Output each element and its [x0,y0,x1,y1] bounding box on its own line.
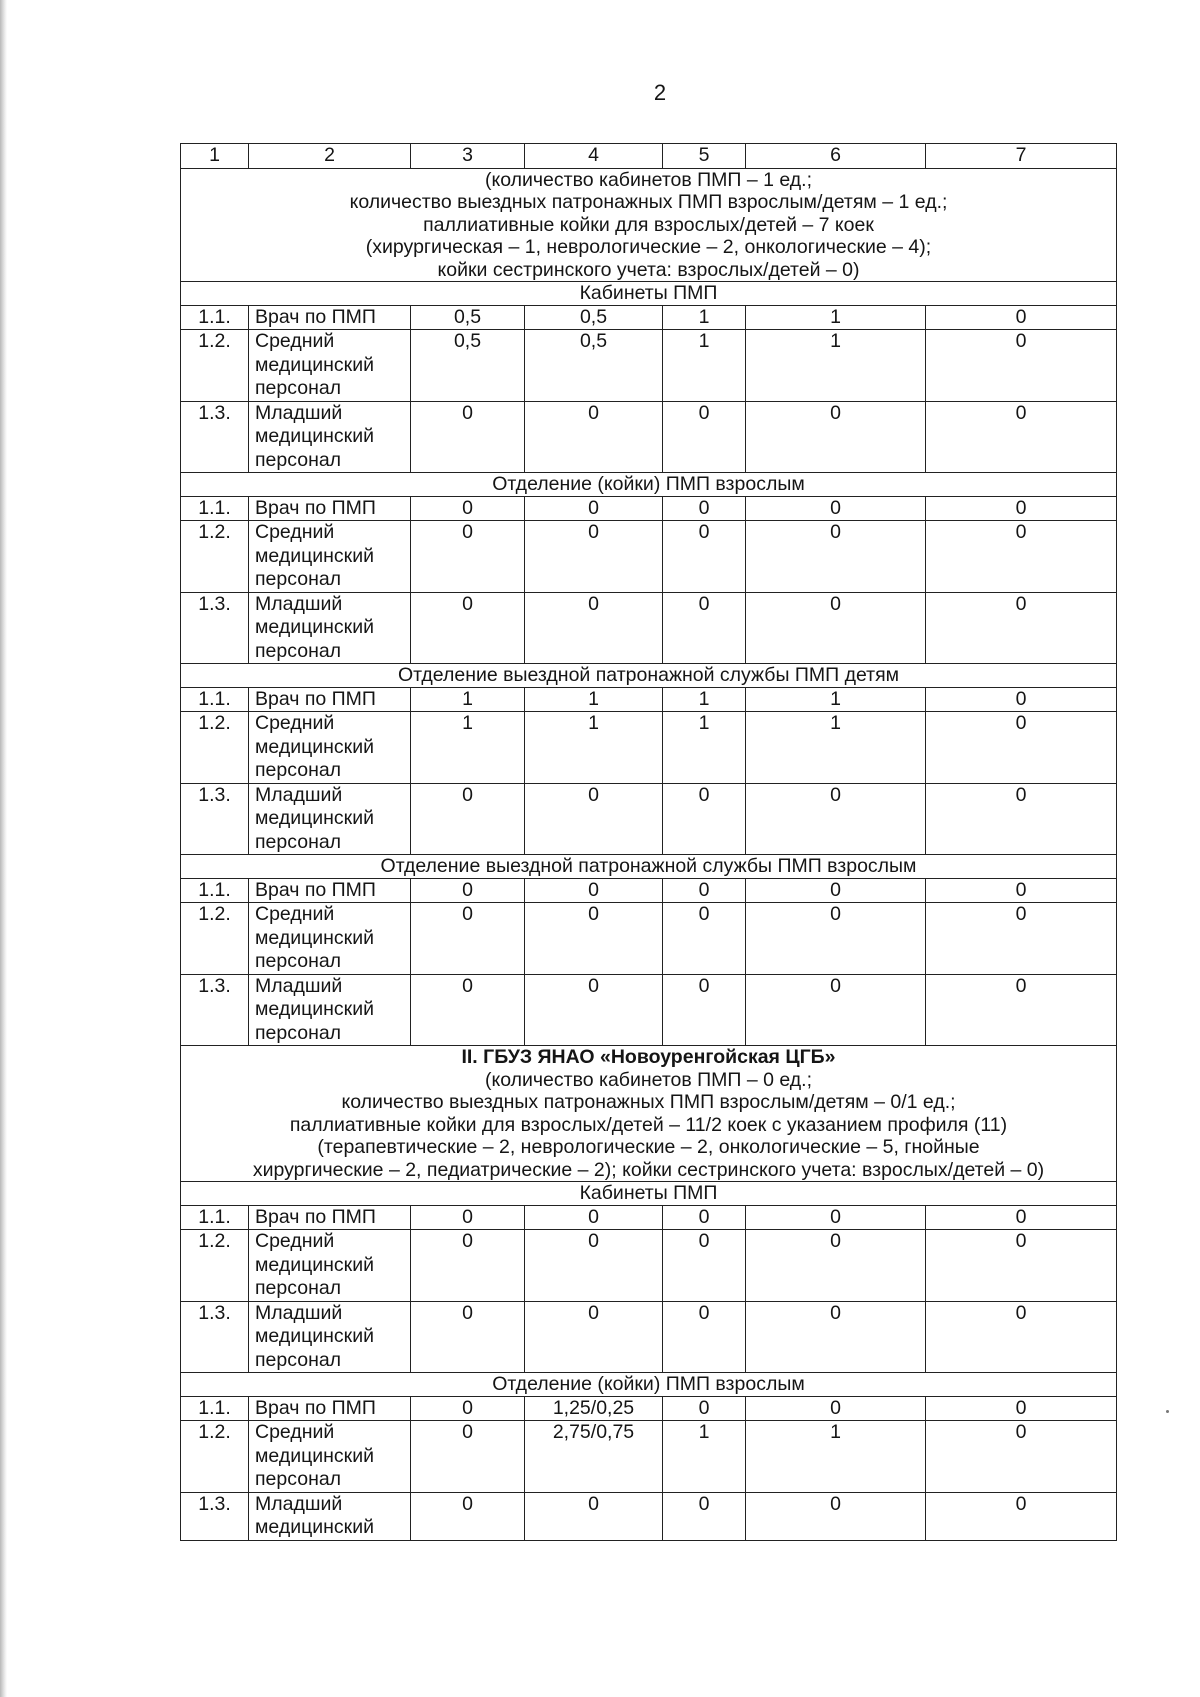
value-cell: 0 [411,1301,525,1373]
position-label [249,521,411,593]
value-cell: 0 [411,1421,525,1493]
org2-heading-row [181,1046,1117,1182]
position-label-line: Младший [255,401,343,424]
column-number: 1 [181,144,249,169]
value-cell: 0 [411,1205,525,1230]
value-cell: 0 [746,903,926,975]
row-number: 1.2. [181,1421,249,1493]
row-number: 1.1. [181,687,249,712]
intro-line: количество выездных патронажных ПМП взрослым/детям – 1 ед.; [349,191,948,213]
column-number: 3 [411,144,525,169]
position-label-line: персонал [255,377,342,399]
section-heading-row [181,473,1117,497]
position-label-line: персонал [255,639,342,662]
value-cell: 0 [411,1492,525,1540]
value-cell: 0 [411,974,525,1046]
value-cell: 1 [663,687,746,712]
staffing-table [180,143,1117,1541]
value-cell: 0 [926,1230,1117,1302]
value-cell: 0 [663,521,746,593]
position-label [249,1301,411,1373]
value-cell: 0,5 [411,305,525,330]
table-row [181,783,1117,855]
value-cell: 0 [525,878,663,903]
value-cell: 0 [926,783,1117,855]
table-row [181,592,1117,664]
table-row [181,974,1117,1046]
section-heading-row [181,664,1117,688]
value-cell: 1 [746,305,926,330]
section-heading-row [181,282,1117,306]
value-cell: 0 [525,783,663,855]
value-cell: 0 [411,783,525,855]
position-label-line: Младший [255,974,343,997]
value-cell: 0 [411,496,525,521]
value-cell: 0 [746,592,926,664]
position-label-line: Средний [255,1230,335,1252]
row-number: 1.1. [181,305,249,330]
position-label-line: Средний [255,712,335,734]
value-cell: 0 [663,592,746,664]
position-label-line: медицинский [255,1516,374,1538]
value-cell: 0 [525,1301,663,1373]
value-cell: 0 [663,974,746,1046]
value-cell: 0 [525,496,663,521]
section-heading-row [181,855,1117,879]
row-number: 1.1. [181,878,249,903]
position-label-line: медицинский [255,998,374,1020]
position-label-line: медицинский [255,425,374,447]
value-cell: 0 [926,401,1117,473]
row-number: 1.1. [181,1396,249,1421]
intro-line: (количество кабинетов ПМП – 0 ед.; [484,1068,813,1091]
intro-line: (количество кабинетов ПМП – 1 ед.; [484,168,813,191]
value-cell: 0 [411,903,525,975]
value-cell: 0 [926,1205,1117,1230]
value-cell: 0 [926,712,1117,784]
position-label-line: медицинский [255,353,374,376]
value-cell: 0 [663,1205,746,1230]
table-row [181,521,1117,593]
value-cell: 0 [411,878,525,903]
table-row [181,903,1117,975]
position-label-line: медицинский [255,616,374,638]
value-cell: 0 [663,878,746,903]
position-label [249,687,411,712]
org1-heading-row [181,168,1117,282]
value-cell: 0 [746,1301,926,1373]
value-cell: 1 [663,305,746,330]
section-title: Отделение выездной патронажной службы ПМП детям [181,664,1117,688]
value-cell: 1 [525,712,663,784]
table-row [181,330,1117,402]
value-cell: 1 [746,1421,926,1493]
value-cell: 1 [663,1421,746,1493]
value-cell: 0 [926,521,1117,593]
value-cell: 1 [663,330,746,402]
position-label-line: медицинский [255,544,374,567]
position-label [249,903,411,975]
column-number: 2 [249,144,411,169]
position-label-line: персонал [255,448,342,471]
position-label [249,592,411,664]
position-label-line: персонал [255,950,342,972]
value-cell: 0 [926,330,1117,402]
value-cell: 0 [746,783,926,855]
position-label [249,1492,411,1540]
value-cell: 0 [926,974,1117,1046]
value-cell: 0 [525,401,663,473]
table-row [181,1396,1117,1421]
section-title: Кабинеты ПМП [181,1182,1117,1206]
intro-line: (хирургическая – 1, неврологические – 2, онкологические – 4); [365,236,932,258]
position-label [249,974,411,1046]
value-cell: 0 [746,1396,926,1421]
org1-heading [181,168,1117,282]
position-label-line: Младший [255,592,343,615]
table-row [181,1301,1117,1373]
position-label-line: Средний [255,330,335,352]
value-cell: 0 [926,496,1117,521]
row-number: 1.3. [181,1301,249,1373]
row-number: 1.1. [181,1205,249,1230]
value-cell: 1 [746,330,926,402]
value-cell: 0 [746,1205,926,1230]
value-cell: 1 [411,712,525,784]
value-cell: 0 [746,401,926,473]
position-label-line: Младший [255,1301,343,1324]
position-label [249,1205,411,1230]
value-cell: 0,5 [525,305,663,330]
value-cell: 1 [663,712,746,784]
organization-title: II. ГБУЗ ЯНАО «Новоуренгойская ЦГБ» [461,1046,836,1068]
value-cell: 0 [746,1230,926,1302]
section-heading-row [181,1182,1117,1206]
section-title: Отделение выездной патронажной службы ПМП взрослым [181,855,1117,879]
value-cell: 1 [746,687,926,712]
position-label-line: медицинский [255,735,374,758]
position-label-line: Средний [255,903,335,925]
position-label-line: Врач по ПМП [255,687,376,710]
position-label-line: персонал [255,568,342,590]
intro-line: хирургические – 2, педиатрические – 2); койки сестринского учета: взрослых/детей – 0) [252,1158,1045,1181]
position-label-line: медицинский [255,1253,374,1276]
position-label [249,305,411,330]
position-label [249,1230,411,1302]
value-cell: 0 [663,1301,746,1373]
value-cell: 0 [746,1492,926,1540]
value-cell: 0,5 [411,330,525,402]
value-cell: 0 [926,305,1117,330]
column-number: 6 [746,144,926,169]
value-cell: 0 [663,1492,746,1540]
position-label-line: Младший [255,1492,343,1515]
row-number: 1.2. [181,712,249,784]
row-number: 1.3. [181,1492,249,1540]
position-label-line: Врач по ПМП [255,878,376,901]
value-cell: 0 [411,401,525,473]
row-number: 1.3. [181,974,249,1046]
row-number: 1.2. [181,330,249,402]
row-number: 1.2. [181,521,249,593]
position-label [249,496,411,521]
table-row [181,712,1117,784]
position-label [249,1421,411,1493]
value-cell: 0 [926,592,1117,664]
row-number: 1.2. [181,1230,249,1302]
table-row [181,496,1117,521]
section-title: Кабинеты ПМП [181,282,1117,306]
scan-speck [1166,1410,1169,1413]
row-number: 1.3. [181,401,249,473]
position-label-line: медицинский [255,1444,374,1467]
table-row [181,401,1117,473]
value-cell: 0 [525,1492,663,1540]
page-number: 2 [653,80,667,105]
value-cell: 0 [663,496,746,521]
column-number: 5 [663,144,746,169]
table-row [181,1230,1117,1302]
value-cell: 0 [411,592,525,664]
intro-line: количество выездных патронажных ПМП взрослым/детям – 0/1 ед.; [341,1091,956,1113]
intro-line: паллиативные койки для взрослых/детей – 7 коек [423,213,874,236]
section-title: Отделение (койки) ПМП взрослым [181,473,1117,497]
position-label-line: Врач по ПМП [255,305,376,328]
org2-heading [181,1046,1117,1182]
row-number: 1.2. [181,903,249,975]
row-number: 1.3. [181,592,249,664]
position-label-line: Врач по ПМП [255,1205,376,1228]
value-cell: 0 [926,878,1117,903]
value-cell: 0 [411,521,525,593]
position-label [249,330,411,402]
value-cell: 0 [663,903,746,975]
value-cell: 0 [663,783,746,855]
column-number-row [181,144,1117,169]
value-cell: 0 [746,496,926,521]
value-cell: 0 [411,1230,525,1302]
column-number: 4 [525,144,663,169]
table-row [181,687,1117,712]
value-cell: 0 [525,974,663,1046]
row-number: 1.1. [181,496,249,521]
value-cell: 0 [663,1396,746,1421]
position-label [249,1396,411,1421]
value-cell: 2,75/0,75 [525,1421,663,1493]
value-cell: 0 [663,401,746,473]
section-title: Отделение (койки) ПМП взрослым [181,1373,1117,1397]
value-cell: 1 [411,687,525,712]
row-number: 1.3. [181,783,249,855]
table-row [181,878,1117,903]
value-cell: 0 [746,521,926,593]
value-cell: 1,25/0,25 [525,1396,663,1421]
position-label-line: Врач по ПМП [255,1396,376,1419]
value-cell: 0,5 [525,330,663,402]
table-row [181,305,1117,330]
value-cell: 0 [663,1230,746,1302]
position-label [249,712,411,784]
value-cell: 0 [926,1396,1117,1421]
intro-line: койки сестринского учета: взрослых/детей – 0) [437,258,860,281]
position-label-line: медицинский [255,807,374,829]
position-label-line: Младший [255,783,343,806]
value-cell: 0 [926,903,1117,975]
position-label-line: Врач по ПМП [255,496,376,519]
position-label [249,878,411,903]
position-label-line: персонал [255,759,342,781]
position-label [249,401,411,473]
value-cell: 0 [525,903,663,975]
position-label-line: Средний [255,1421,335,1443]
table-row [181,1492,1117,1540]
value-cell: 0 [926,1421,1117,1493]
position-label-line: медицинский [255,1325,374,1347]
intro-line: (терапевтические – 2, неврологические – 2, онкологические – 5, гнойные [317,1136,980,1158]
position-label-line: персонал [255,1348,342,1371]
table-row [181,1205,1117,1230]
value-cell: 0 [525,592,663,664]
section-heading-row [181,1373,1117,1397]
value-cell: 0 [926,687,1117,712]
value-cell: 0 [525,521,663,593]
position-label [249,783,411,855]
position-label-line: персонал [255,830,342,853]
position-label-line: персонал [255,1277,342,1299]
value-cell: 1 [525,687,663,712]
table-row [181,1421,1117,1493]
intro-line: паллиативные койки для взрослых/детей – 11/2 коек с указанием профиля (11) [289,1113,1008,1136]
value-cell: 0 [411,1396,525,1421]
value-cell: 0 [525,1205,663,1230]
position-label-line: персонал [255,1021,342,1044]
scan-edge-shadow [0,0,7,1697]
value-cell: 0 [746,974,926,1046]
value-cell: 0 [525,1230,663,1302]
position-label-line: персонал [255,1468,342,1490]
value-cell: 0 [926,1301,1117,1373]
position-label-line: Средний [255,521,335,543]
value-cell: 1 [746,712,926,784]
value-cell: 0 [926,1492,1117,1540]
value-cell: 0 [746,878,926,903]
column-number: 7 [926,144,1117,169]
position-label-line: медицинский [255,926,374,949]
